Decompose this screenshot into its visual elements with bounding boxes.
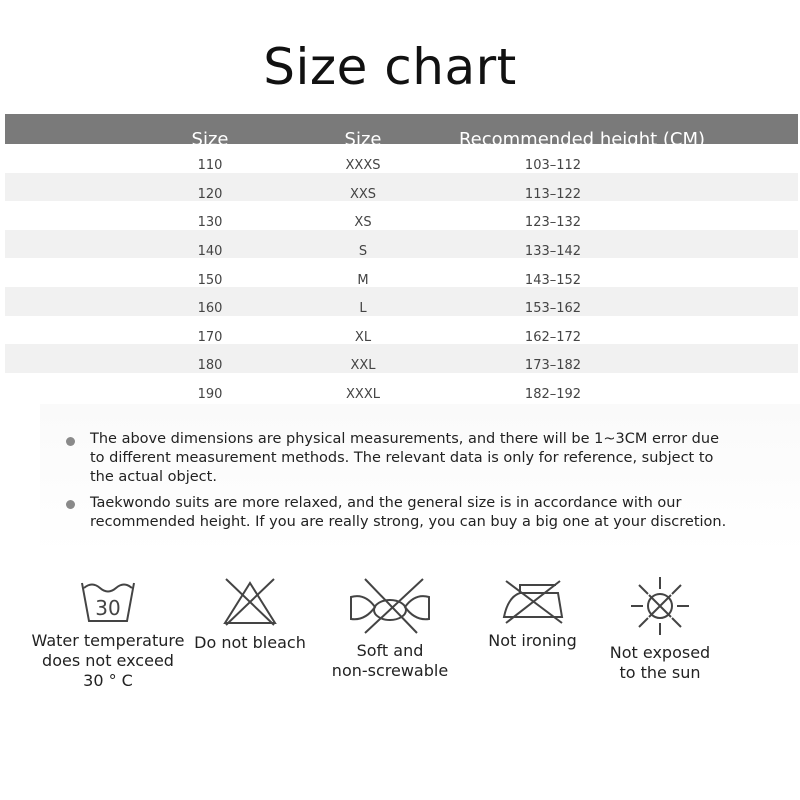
care-sun-label: Not exposed to the sun	[609, 643, 711, 682]
notes-panel	[40, 404, 800, 554]
table-header	[5, 114, 798, 150]
cell-height-range: 113–122	[524, 186, 582, 202]
cell-size-letter: XXL	[350, 358, 376, 374]
note-fit: Taekwondo suits are more relaxed, and the general size is in accordance with our recommended height. If you are really strong, you can buy a big one at your discretion.	[90, 495, 727, 530]
table-row	[5, 316, 798, 345]
header-size-letter: Size	[344, 129, 382, 150]
cell-size-letter: XL	[354, 329, 372, 345]
header-size-cm: Size	[191, 129, 229, 150]
table-row	[5, 344, 798, 373]
bullet-icon	[66, 500, 75, 509]
table-row	[5, 230, 798, 259]
no-bleach-icon	[220, 575, 280, 627]
care-wring-label: Soft and non-screwable	[331, 641, 449, 680]
care-iron-label: Not ironing	[488, 631, 577, 650]
care-wring	[320, 575, 460, 681]
note-measurement: The above dimensions are physical measurements, and there will be 1~3CM error due to different measurement methods. The relevant data is only for reference, subject to the actual object.	[90, 431, 719, 485]
table-body	[5, 144, 798, 401]
cell-height-range: 133–142	[524, 244, 582, 260]
cell-size-letter: XS	[354, 215, 372, 231]
cell-size-letter: M	[357, 272, 369, 288]
cell-size-cm: 120	[197, 186, 223, 202]
cell-height-range: 173–182	[524, 358, 582, 374]
cell-size-letter: XXXS	[345, 158, 381, 174]
page-title: Size chart	[263, 38, 517, 96]
bullet-icon	[66, 437, 75, 446]
cell-size-cm: 180	[197, 358, 223, 374]
cell-size-letter: XXS	[349, 186, 377, 202]
cell-height-range: 103–112	[524, 158, 582, 174]
table-row	[5, 373, 798, 402]
table-row	[5, 201, 798, 230]
cell-size-letter: S	[358, 244, 368, 260]
header-recommended-height: Recommended height (CM)	[458, 129, 706, 150]
cell-size-cm: 160	[197, 301, 223, 317]
table-row	[5, 258, 798, 287]
care-iron	[465, 575, 600, 651]
wash-temperature-number: 30	[95, 596, 121, 620]
cell-height-range: 153–162	[524, 301, 582, 317]
care-bleach	[185, 575, 315, 653]
cell-size-cm: 190	[197, 387, 223, 403]
cell-height-range: 162–172	[524, 329, 582, 345]
cell-height-range: 123–132	[524, 215, 582, 231]
care-sun	[595, 575, 725, 683]
cell-size-cm: 170	[197, 329, 223, 345]
cell-size-letter: XXXL	[346, 387, 380, 403]
care-wash-label: Water temperature does not exceed 30 ° C	[31, 631, 185, 690]
no-iron-icon	[500, 575, 566, 625]
no-sun-icon	[627, 575, 693, 637]
cell-size-cm: 110	[197, 158, 223, 174]
no-wring-icon	[345, 575, 435, 635]
wash-30-icon	[78, 575, 138, 625]
cell-size-cm: 150	[197, 272, 223, 288]
cell-height-range: 143–152	[524, 272, 582, 288]
care-bleach-label: Do not bleach	[194, 633, 306, 652]
cell-size-letter: L	[359, 301, 367, 317]
table-row	[5, 287, 798, 316]
size-table	[5, 114, 798, 401]
table-row	[5, 173, 798, 202]
care-wash	[18, 575, 198, 691]
cell-size-cm: 130	[197, 215, 223, 231]
cell-height-range: 182–192	[524, 387, 582, 403]
cell-size-cm: 140	[197, 244, 223, 260]
